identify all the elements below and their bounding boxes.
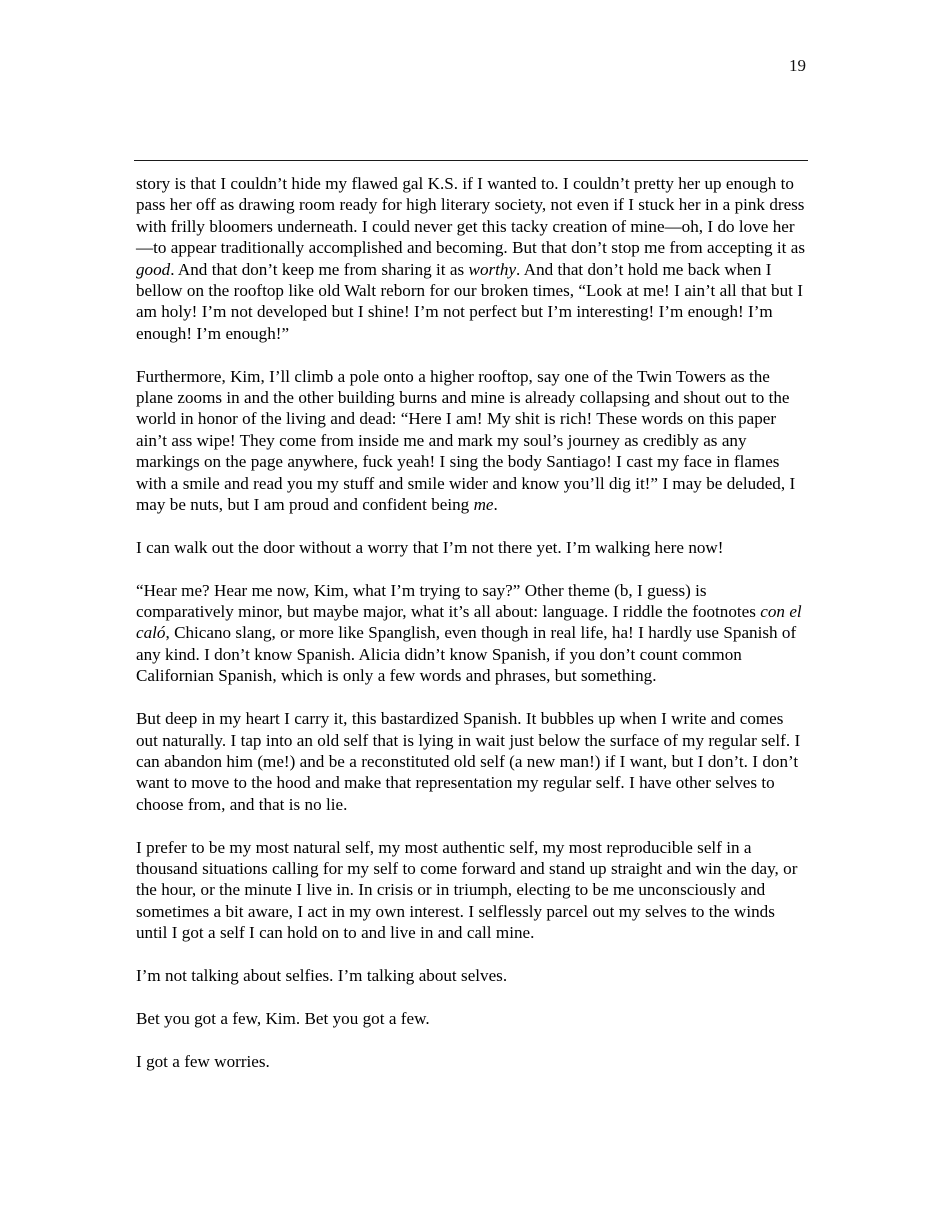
- paragraph-text: story is that I couldn’t hide my flawed gal K.S. if I wanted to. I couldn’t pretty her up enough to pass her off as drawing room ready for high literary society, not even if I stuck her in a pink dress with frilly bloomers underneath. I could never get this tacky creation of mine—oh, I do love her—to appear traditionally accomplished and becoming. But that don’t stop me from accepting it as: [136, 174, 805, 258]
- emphasis-text: con el caló: [136, 602, 802, 643]
- body-paragraph: [136, 708, 808, 815]
- body-paragraph: [136, 537, 808, 558]
- emphasis-text: me: [473, 495, 494, 515]
- paragraph-text: I’m not talking about selfies. I’m talking about selves.: [136, 965, 508, 985]
- paragraph-text: I prefer to be my most natural self, my most authentic self, my most reproducible self in a thousand situations calling for my self to come forward and stand up straight and win the day, or the hour, or the minute I live in. In crisis or in triumph, electing to be me unconsciously and sometimes a bit aware, I act in my own interest. I selflessly parcel out my selves to the winds until I got a self I can hold on to and live in and call mine.: [136, 837, 798, 943]
- paragraph-text: Furthermore, Kim, I’ll climb a pole onto a higher rooftop, say one of the Twin Towers as the plane zooms in and the other building burns and mine is already collapsing and shout out to the world in honor of the living and dead: “Here I am! My shit is rich! These words on this paper ain’t ass wipe! They come from inside me and mark my soul’s journey as credibly as any markings on the page anywhere, fuck yeah! I sing the body Santiago! I cast my face in flames with a smile and read you my stuff and smile wider and know you’ll dig it!” I may be deluded, I may be nuts, but I am proud and confident being: [136, 366, 796, 515]
- emphasis-text: good: [136, 259, 171, 279]
- page-number: 19: [789, 56, 806, 75]
- paragraph-text: .: [493, 495, 498, 515]
- paragraph-text: Bet you got a few, Kim. Bet you got a few.: [136, 1008, 430, 1028]
- header-rule-divider: [134, 160, 808, 161]
- paragraph-text: “Hear me? Hear me now, Kim, what I’m trying to say?” Other theme (b, I guess) is comparatively minor, but maybe major, what it’s all about: language. I riddle the footnotes: [136, 580, 761, 622]
- body-paragraph: [136, 366, 808, 516]
- paragraph-text: , Chicano slang, or more like Spanglish, even though in real life, ha! I hardly use Spanish of any kind. I don’t know Spanish. Alicia didn’t know Spanish, if you don’t count common Californian Spanish, which is only a few words and phrases, but something.: [136, 623, 797, 686]
- body-paragraph: [136, 965, 808, 986]
- body-paragraph: [136, 173, 808, 344]
- body-paragraph: [136, 837, 808, 944]
- emphasis-text: worthy: [468, 259, 517, 279]
- body-paragraph: [136, 580, 808, 687]
- paragraph-text: . And that don’t hold me back when I bellow on the rooftop like old Walt reborn for our broken times, “Look at me! I ain’t all that but I am holy! I’m not developed but I shine! I’m not perfect but I’m interesting! I’m enough! I’m enough! I’m enough!”: [136, 259, 803, 343]
- body-text-column: [136, 173, 808, 1072]
- paragraph-text: I got a few worries.: [136, 1051, 270, 1071]
- paragraph-text: I can walk out the door without a worry that I’m not there yet. I’m walking here now!: [136, 537, 724, 557]
- body-paragraph: [136, 1051, 808, 1072]
- paragraph-text: . And that don’t keep me from sharing it as: [170, 259, 469, 279]
- paragraph-text: But deep in my heart I carry it, this bastardized Spanish. It bubbles up when I write and comes out naturally. I tap into an old self that is lying in wait just below the surface of my regular self. I can abandon him (me!) and be a reconstituted old self (a new man!) if I want, but I don’t. I don’t want to move to the hood and make that representation my regular self. I have other selves to choose from, and that is no lie.: [136, 709, 801, 814]
- body-paragraph: [136, 1008, 808, 1029]
